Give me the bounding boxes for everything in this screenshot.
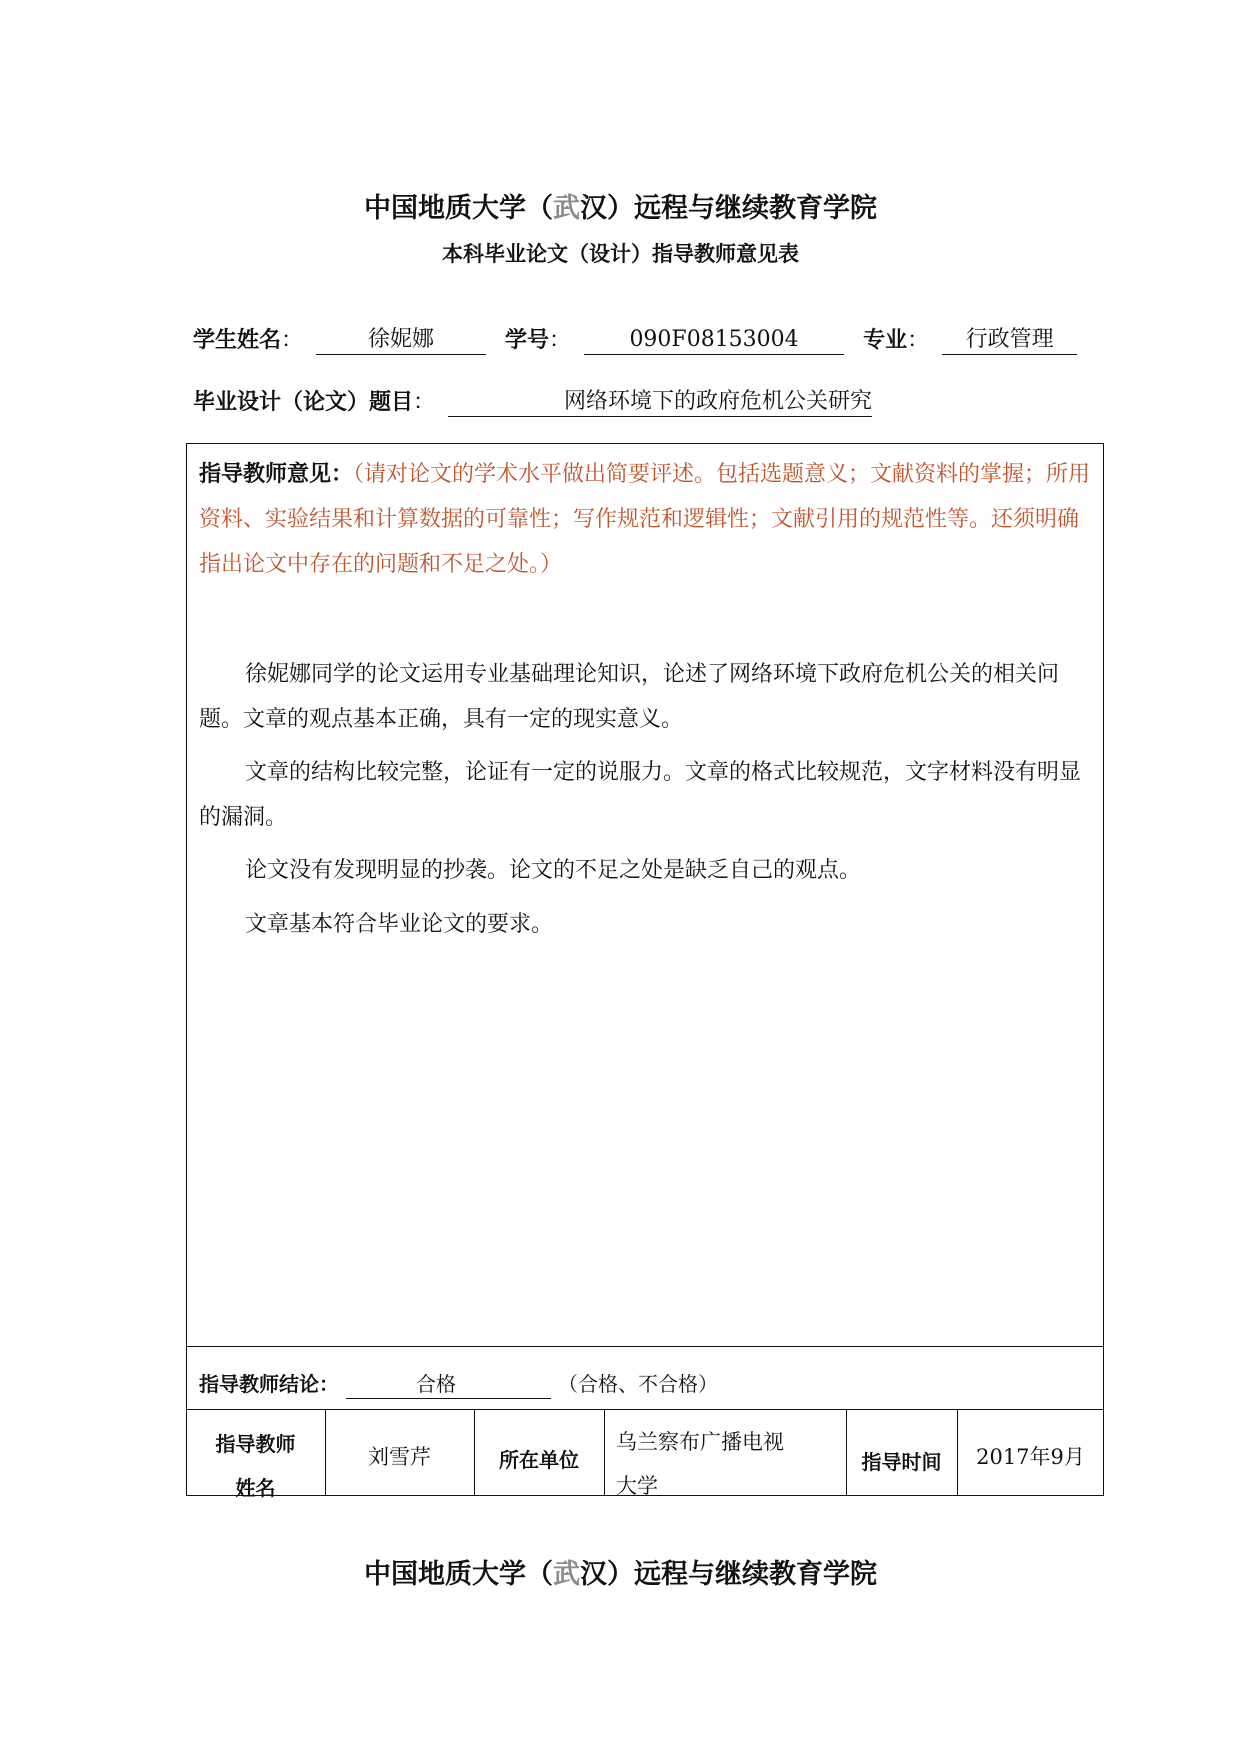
topic-row	[193, 388, 872, 417]
form-title: 本科毕业论文（设计）指导教师意见表	[442, 242, 799, 266]
unit-value	[616, 1420, 841, 1508]
teacher-name-label-line: 指导教师	[215, 1432, 296, 1456]
divider-line	[186, 1346, 1104, 1347]
teacher-name-label-line: 姓名	[235, 1476, 276, 1500]
divider-line	[186, 1409, 1104, 1410]
school-title-wu: 武	[553, 1559, 580, 1590]
teacher-name-label	[186, 1422, 325, 1510]
unit-value-line: 大学	[616, 1474, 658, 1498]
opinion-paragraph-2: 文章的结构比较完整，论证有一定的说服力。文章的格式比较规范，文字材料没有明显的漏洞。	[199, 760, 1082, 830]
school-title	[0, 186, 1241, 225]
opinion-instruction-text: （请对论文的学术水平做出简要评述。包括选题意义；文献资料的掌握；所用资料、实验结果和计算数据的可靠性；写作规范和逻辑性；文献引用的规范性等。还须明确指出论文中存在的问题和不足之处。）	[199, 462, 1091, 577]
student-name-field: 徐妮娜	[316, 326, 486, 355]
colon: ：	[907, 328, 930, 353]
school-title-part: 汉）远程与继续教育学院	[580, 1559, 877, 1590]
student-id-field: 090F08153004	[584, 326, 844, 355]
guidance-time-value: 2017年9月	[976, 1445, 1085, 1469]
student-id-label: 学号	[505, 328, 550, 353]
topic-field: 网络环境下的政府危机公关研究	[448, 388, 872, 417]
conclusion-options: （合格、不合格）	[558, 1372, 718, 1396]
colon: ：	[281, 328, 304, 353]
student-name-label: 学生姓名	[193, 328, 282, 353]
school-title-bottom	[0, 1552, 1241, 1591]
opinion-box	[186, 443, 1104, 1496]
teacher-name-value: 刘雪芹	[368, 1445, 431, 1469]
guidance-time-label: 指导时间	[861, 1450, 942, 1474]
opinion-label: 指导教师意见：	[199, 462, 354, 487]
major-label: 专业	[863, 328, 908, 353]
student-info-row	[193, 326, 1077, 355]
opinion-paragraph-1: 徐妮娜同学的论文运用专业基础理论知识，论述了网络环境下政府危机公关的相关问题。文章的观点基本正确，具有一定的现实意义。	[199, 662, 1060, 732]
school-title-part: 汉）远程与继续教育学院	[580, 193, 877, 224]
conclusion-field: 合格	[346, 1370, 551, 1399]
opinion-paragraph-4: 文章基本符合毕业论文的要求。	[245, 912, 554, 937]
school-title-part: 中国地质大学（	[364, 1559, 553, 1590]
unit-label: 所在单位	[499, 1448, 579, 1472]
colon: ：	[413, 390, 436, 415]
opinion-paragraph-3: 论文没有发现明显的抄袭。论文的不足之处是缺乏自己的观点。	[245, 858, 862, 883]
unit-value-line: 乌兰察布广播电视	[616, 1430, 784, 1454]
major-field: 行政管理	[942, 326, 1077, 355]
opinion-instruction	[199, 452, 1094, 587]
topic-label: 毕业设计（论文）题目	[193, 390, 414, 415]
school-title-wu: 武	[553, 193, 580, 224]
school-title-part: 中国地质大学（	[364, 193, 553, 224]
conclusion-row	[199, 1370, 718, 1399]
colon: ：	[549, 328, 572, 353]
table-divider	[604, 1409, 605, 1496]
conclusion-label: 指导教师结论：	[199, 1372, 339, 1396]
